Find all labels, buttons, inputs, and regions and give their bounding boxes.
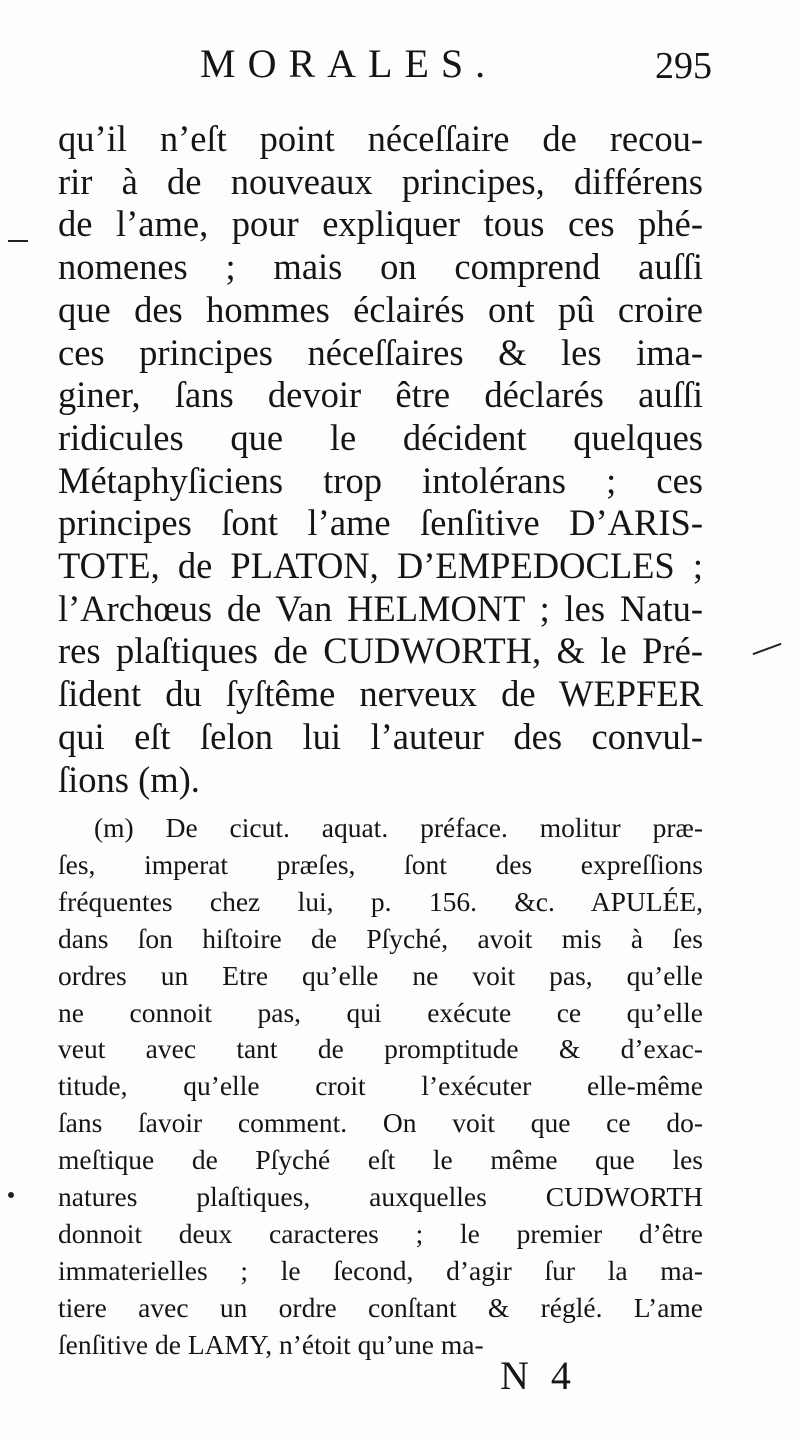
footnote-line: ordres un Etre qu’elle ne voit pas, qu’elle (58, 959, 703, 991)
text-line: TOTE, de PLATON, D’EMPEDOCLES ; (58, 545, 703, 587)
footnote-line: tiere avec un ordre conſtant & réglé. L’ame (58, 1291, 703, 1323)
footnote-line: donnoit deux caracteres ; le premier d’être (58, 1217, 703, 1249)
text-line: ſions (m). (58, 758, 200, 800)
footnote-line: meſtique de Pſyché eſt le même que les (58, 1144, 703, 1176)
footnote-line: ne connoit pas, qui exécute ce qu’elle (58, 996, 703, 1028)
running-title: MORALES. (200, 41, 498, 86)
text-line: de l’ame, pour expliquer tous ces phé- (58, 203, 703, 245)
footnote-line: natures plaſtiques, auxquelles CUDWORTH (58, 1181, 703, 1213)
footnote-line: titude, qu’elle croit l’exécuter elle-même (58, 1070, 703, 1102)
page-number: 295 (655, 45, 712, 87)
text-line: l’Archœus de Van HELMONT ; les Natu- (58, 587, 703, 629)
footnote-line: immaterielles ; le ſecond, d’agir ſur la ma- (58, 1254, 703, 1286)
text-line: rir à de nouveaux principes, différens (58, 160, 703, 202)
text-line: ces principes néceſſaires & les ima- (58, 331, 703, 373)
footnote-line: veut avec tant de promptitude & d’exac- (58, 1033, 703, 1065)
text-line: ridicules que le décident quelques (58, 416, 703, 458)
footnote-block (58, 810, 703, 1364)
footnote-line: dans ſon hiſtoire de Pſyché, avoit mis à ſes (58, 922, 703, 954)
page-header (60, 40, 712, 90)
footnote-line: ſes, imperat præſes, ſont des expreſſions (58, 848, 703, 880)
text-line: principes ſont l’ame ſenſitive D’ARIS- (58, 502, 703, 544)
footnote-line: fréquentes chez lui, p. 156. &c. APULÉE, (58, 885, 703, 917)
text-line: giner, ſans devoir être déclarés auſſi (58, 374, 703, 416)
text-line: qu’il n’eſt point néceſſaire de recou- (58, 118, 703, 159)
margin-mark (8, 1192, 14, 1198)
footnote-line: ſenſitive de LAMY, n’étoit qu’une ma- (58, 1328, 484, 1360)
margin-mark (753, 643, 782, 655)
footnote-line: ſans ſavoir comment. On voit que ce do- (58, 1107, 703, 1139)
text-line: nomenes ; mais on comprend auſſi (58, 246, 703, 288)
footnote-line: (m) De cicut. aquat. préface. molitur præ- (94, 812, 703, 843)
text-line: res plaſtiques de CUDWORTH, & le Pré- (58, 630, 703, 672)
text-line: ſident du ſyſtême nerveux de WEPFER (58, 673, 703, 715)
text-line: Métaphyſiciens trop intolérans ; ces (58, 459, 703, 501)
text-line: que des hommes éclairés ont pû croire (58, 288, 703, 330)
margin-mark (8, 240, 28, 242)
main-text-block (58, 118, 703, 801)
text-line: qui eſt ſelon lui l’auteur des convul- (58, 715, 703, 757)
signature-mark: N 4 (500, 1353, 577, 1398)
